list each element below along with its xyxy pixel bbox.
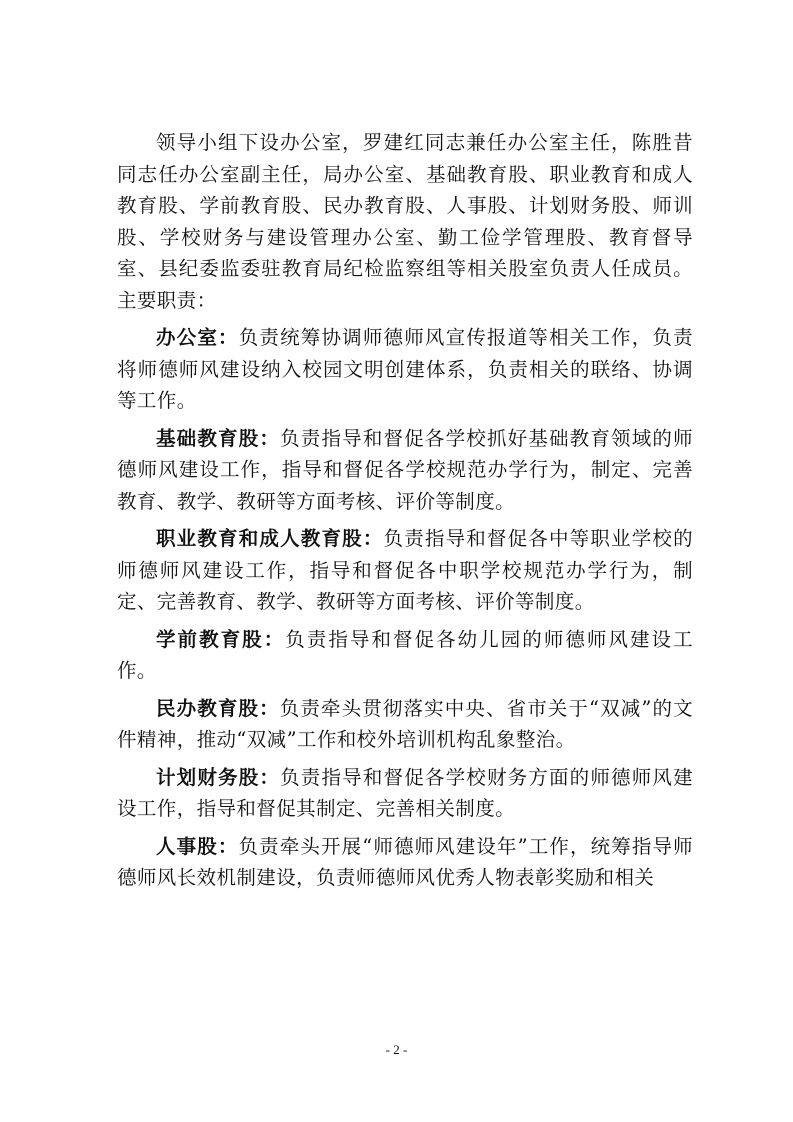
document-body xyxy=(117,127,693,900)
paragraph-personnel xyxy=(117,831,693,894)
paragraph-office xyxy=(117,322,693,417)
paragraph-basic-education xyxy=(117,423,693,518)
paragraph-text: 负责牵头开展“师德师风建设年”工作，统筹指导师德师风长效机制建设，负责师德师风优秀人物表彰奖励和相关 xyxy=(117,834,694,889)
paragraph-label: 职业教育和成人教育股： xyxy=(156,527,384,550)
paragraph-text: 负责指导和督促各幼儿园的师德师风建设工作。 xyxy=(117,627,693,682)
paragraph-planning-finance xyxy=(117,762,693,825)
paragraph-label: 办公室： xyxy=(156,326,239,349)
paragraph-text: 负责指导和督促各学校抓好基础教育领域的师德师风建设工作，指导和督促各学校规范办学行为，制定、完善教育、教学、教研等方面考核、评价等制度。 xyxy=(117,426,693,513)
paragraph-label: 计划财务股： xyxy=(156,765,281,789)
paragraph-preschool-education xyxy=(117,624,693,687)
paragraph-text: 领导小组下设办公室，罗建红同志兼任办公室主任，陈胜昔同志任办公室副主任，局办公室、基础教育股、职业教育和成人教育股、学前教育股、民办教育股、人事股、计划财务股、师训股、学校财务与建设管理办公室、勤工俭学管理股、教育督导室、县纪委监委驻教育局纪检监察组等相关股室负责人任成员。主要职责： xyxy=(117,131,693,312)
paragraph-label: 民办教育股： xyxy=(156,696,280,720)
page-number: - 2 - xyxy=(385,1042,408,1057)
paragraph-text: 负责指导和督促各学校财务方面的师德师风建设工作，指导和督促其制定、完善相关制度。 xyxy=(117,765,693,820)
paragraph-private-education xyxy=(117,693,693,756)
paragraph-text: 负责指导和督促各中等职业学校的师德师风建设工作，指导和督促各中职学校规范办学行为，制定、完善教育、教学、教研等方面考核、评价等制度。 xyxy=(117,527,693,613)
paragraph-label: 人事股： xyxy=(156,834,239,858)
paragraph-text: 负责牵头贯彻落实中央、省市关于“双减”的文件精神，推动“双减”工作和校外培训机构乱象整治。 xyxy=(117,696,693,751)
paragraph-intro xyxy=(117,127,693,316)
paragraph-label: 基础教育股： xyxy=(156,426,281,450)
paragraph-vocational-education xyxy=(117,523,693,618)
paragraph-label: 学前教育股： xyxy=(156,627,286,651)
paragraph-text: 负责统筹协调师德师风宣传报道等相关工作，负责将师德师风建设纳入校园文明创建体系，负责相关的联络、协调等工作。 xyxy=(117,326,693,412)
